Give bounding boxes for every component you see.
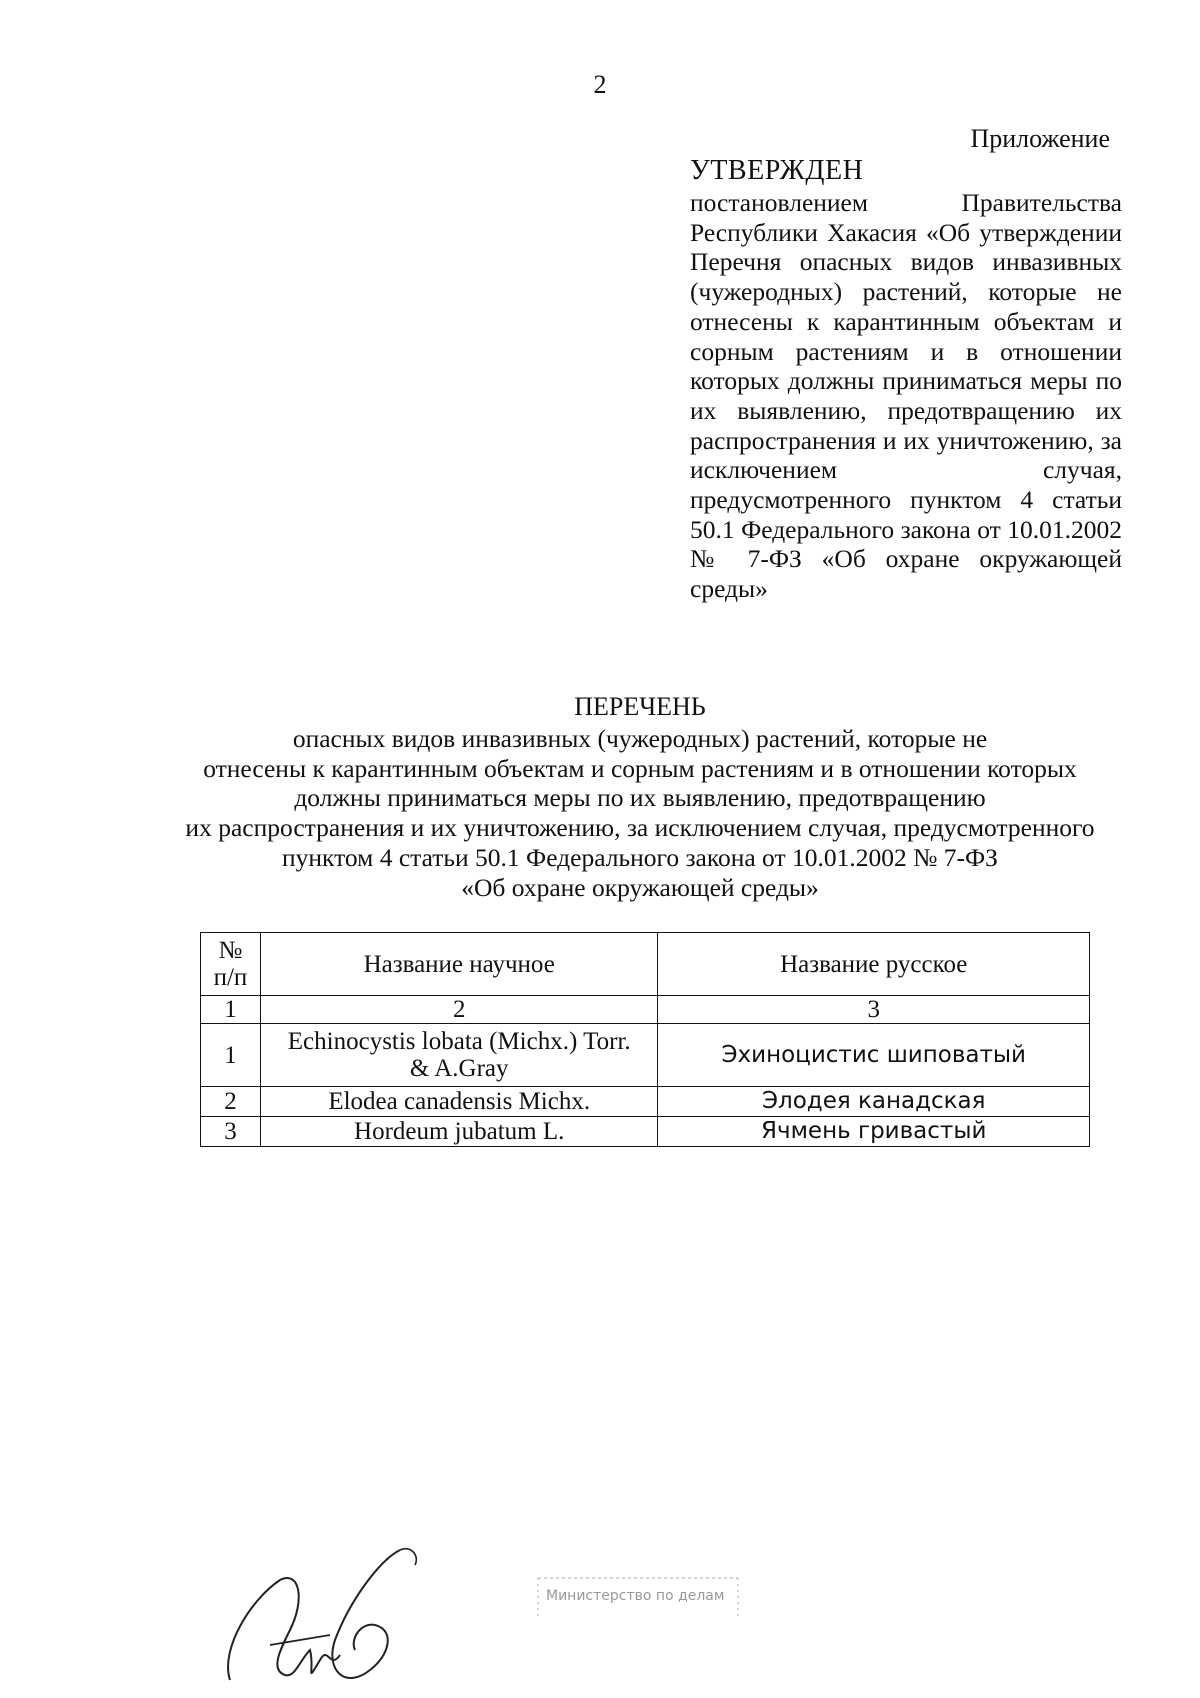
- header-number-abbr: п/п: [213, 964, 248, 991]
- table-row: [201, 1087, 1090, 1117]
- scientific-name-line: Echinocystis lobata (Michx.) Torr.: [287, 1028, 631, 1055]
- list-subtitle-line: пунктом 4 статьи 50.1 Федерального закона от 10.01.2002 № 7-ФЗ: [282, 842, 998, 872]
- list-subtitle-line: должны приниматься меры по их выявлению, предотвращению: [294, 783, 986, 813]
- handwritten-signature: [210, 1540, 460, 1690]
- table-row: [201, 1024, 1090, 1087]
- table-index-row: [201, 996, 1090, 1024]
- header-russian: Название русское: [658, 933, 1090, 996]
- approved-label: УТВЕРЖДЕН: [690, 155, 864, 186]
- stamp-border: [528, 1570, 748, 1630]
- list-subtitle-line: отнесены к карантинным объектам и сорным растениям и в отношении которых: [203, 753, 1077, 783]
- row-number: 2: [201, 1087, 261, 1117]
- table-row: [201, 1117, 1090, 1147]
- list-title: ПЕРЕЧЕНЬ: [574, 692, 706, 721]
- plants-table: [200, 932, 1090, 1147]
- header-number-symbol: №: [218, 937, 243, 964]
- scientific-name: Elodea canadensis Michx.: [260, 1087, 658, 1117]
- row-number: 3: [201, 1117, 261, 1147]
- header-scientific: Название научное: [260, 933, 658, 996]
- list-subtitle: [160, 724, 1120, 902]
- appendix-label: Приложение: [970, 124, 1110, 153]
- row-number: 1: [201, 1024, 261, 1087]
- list-subtitle-line: их распространения и их уничтожению, за исключением случая, предусмотренного: [185, 813, 1095, 843]
- scientific-name-line: & A.Gray: [409, 1055, 509, 1082]
- header-number: [201, 933, 261, 996]
- scientific-name: [260, 1024, 658, 1087]
- list-subtitle-line: «Об охране окружающей среды»: [461, 872, 819, 902]
- index-cell: 3: [658, 996, 1090, 1024]
- table-header-row: [201, 933, 1090, 996]
- page-number: 2: [593, 70, 607, 99]
- index-cell: 1: [201, 996, 261, 1024]
- russian-name: Ячмень гривастый: [658, 1117, 1090, 1147]
- approval-block: [690, 154, 1122, 604]
- russian-name: Эхиноцистис шиповатый: [658, 1024, 1090, 1087]
- index-cell: 2: [260, 996, 658, 1024]
- resolution-text: постановлением Правительства Республики Хакасия «Об утверждении Перечня опасных видов инвазивных (чужеродных) растений, которые не отнесены к карантинным объектам и сорным растениям и в отношении которых должны приниматься меры по их выявлению, предотвращению их распространения и их уничтожению, за исключением случая, предусмотренного пунктом 4 статьи 50.1 Федерального закона от 10.01.2002 № 7-ФЗ «Об охране окружающей среды»: [690, 188, 1122, 604]
- stamp-text: Министерство по делам: [546, 1588, 725, 1604]
- stamp: [528, 1570, 748, 1630]
- list-subtitle-line: опасных видов инвазивных (чужеродных) растений, которые не: [292, 724, 988, 753]
- scientific-name: Hordeum jubatum L.: [260, 1117, 658, 1147]
- russian-name: Элодея канадская: [658, 1087, 1090, 1117]
